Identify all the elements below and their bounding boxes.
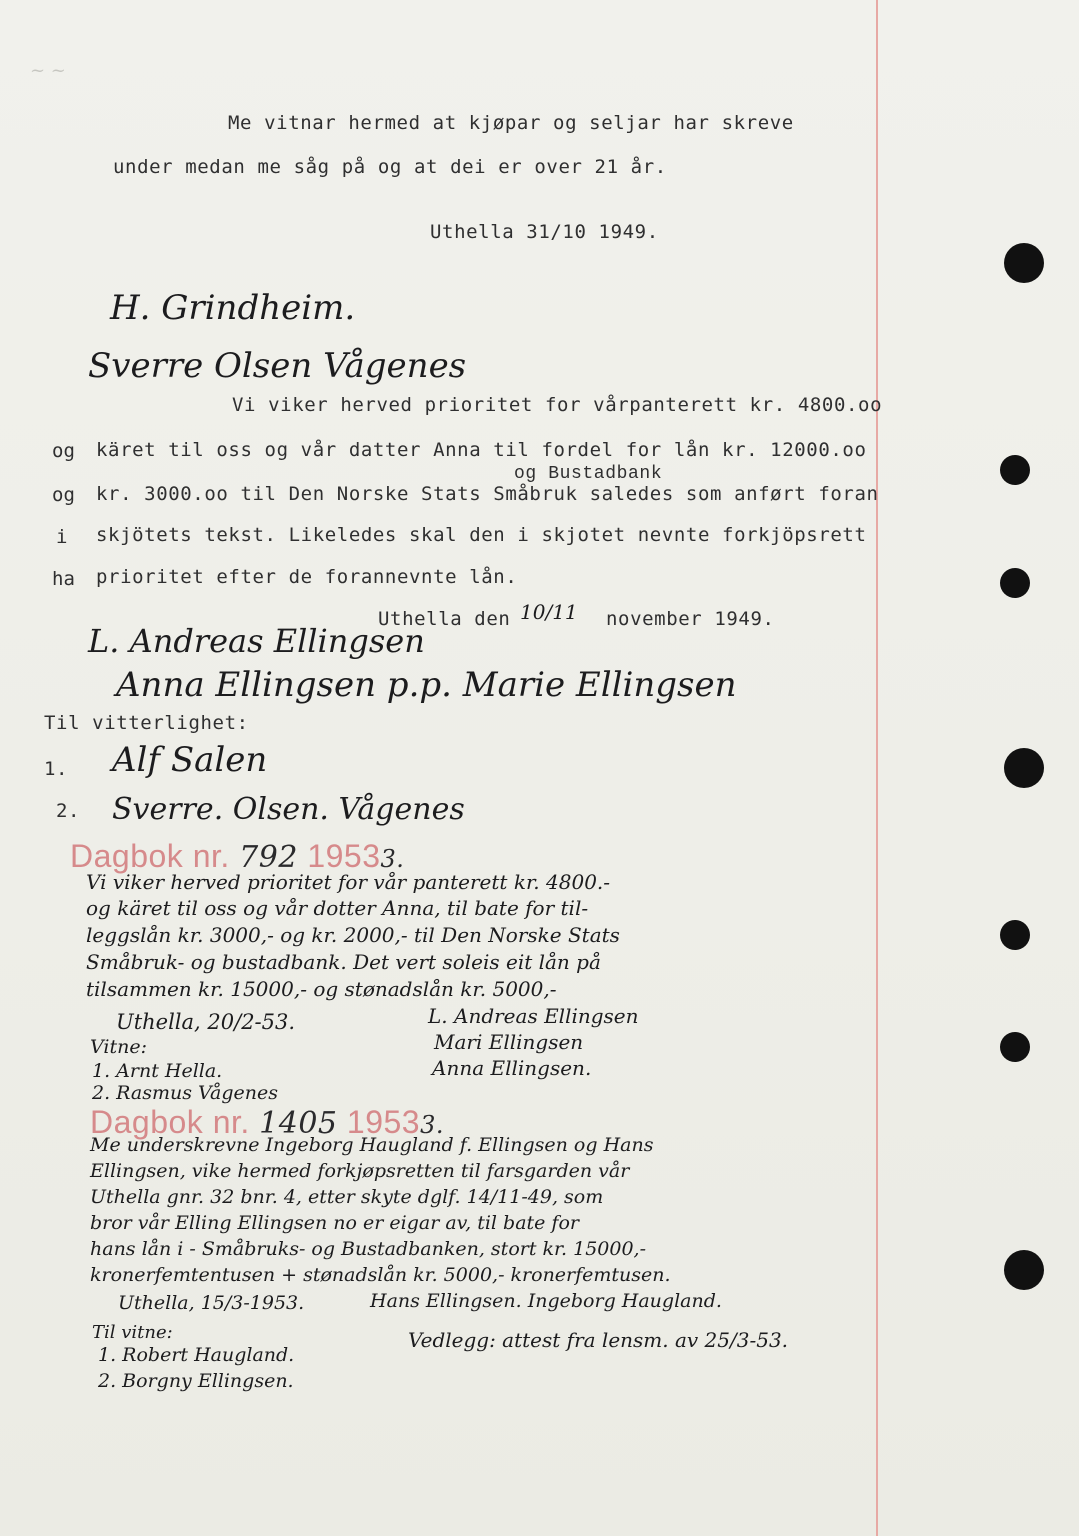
- handwritten-line: kronerfemtentusen + stønadslån kr. 5000,- kronerfemtusen.: [90, 1264, 671, 1286]
- handwritten-line: Ellingsen, vike hermed forkjøpsretten til farsgarden vår: [90, 1160, 630, 1182]
- punch-hole: [1000, 568, 1030, 598]
- typed-line: skjötets tekst. Likeledes skal den i skjotet nevnte forkjöpsrett: [96, 524, 867, 546]
- stamp-suffix: 3.: [380, 845, 405, 873]
- punch-hole: [1000, 1032, 1030, 1062]
- typed-insert: og Bustadbank: [514, 464, 663, 484]
- signature: Hans Ellingsen. Ingeborg Haugland.: [370, 1290, 722, 1312]
- signature: H. Grindheim.: [110, 288, 356, 328]
- signature: Sverre. Olsen. Vågenes: [112, 792, 465, 827]
- handwritten-line: leggslån kr. 3000,- og kr. 2000,- til Den Norske Stats: [86, 923, 620, 947]
- punch-hole: [1004, 748, 1044, 788]
- signature: L. Andreas Ellingsen: [88, 622, 425, 660]
- stamp-number: 1405: [259, 1106, 338, 1141]
- handwritten-line: Me underskrevne Ingeborg Haugland f. Ellingsen og Hans: [90, 1134, 654, 1156]
- margin-line: [876, 0, 878, 1536]
- punch-hole: [1004, 243, 1044, 283]
- stamp-number: 792: [239, 840, 298, 875]
- typed-date: Uthella 31/10 1949.: [430, 221, 659, 243]
- handwritten-heading: Til vitne:: [92, 1322, 173, 1343]
- typed-date: november 1949.: [606, 608, 775, 630]
- handwritten-heading: Vitne:: [90, 1036, 147, 1058]
- handwritten-attachment-note: Vedlegg: attest fra lensm. av 25/3-53.: [408, 1328, 789, 1352]
- signature: Mari Ellingsen: [434, 1030, 584, 1054]
- handwritten-witness: 1. Robert Haugland.: [98, 1344, 295, 1366]
- handwritten-date: 10/11: [520, 600, 578, 624]
- handwritten-witness: 2. Borgny Ellingsen.: [98, 1370, 294, 1392]
- typed-line: Vi viker herved prioritet for vårpanterett kr. 4800.oo: [232, 394, 883, 416]
- handwritten-line: og käret til oss og vår dotter Anna, til bate for til-: [86, 896, 589, 920]
- margin-word: og: [52, 440, 75, 462]
- signature: Alf Salen: [112, 740, 268, 780]
- handwritten-line: tilsammen kr. 15000,- og stønadslån kr. 5000,-: [86, 977, 557, 1001]
- margin-word: og: [52, 484, 75, 506]
- typed-number: 2.: [56, 800, 81, 822]
- punch-hole: [1004, 1250, 1044, 1290]
- faint-pencil-mark: ~ ~: [30, 60, 66, 81]
- typed-number: 1.: [44, 758, 69, 780]
- handwritten-line: Småbruk- og bustadbank. Det vert soleis eit lån på: [86, 950, 601, 974]
- margin-word: ha: [52, 568, 75, 590]
- margin-word: i: [56, 526, 68, 548]
- stamp-year: 1953: [346, 1104, 421, 1140]
- handwritten-line: Uthella gnr. 32 bnr. 4, etter skyte dglf. 14/11-49, som: [90, 1186, 604, 1208]
- signature: Anna Ellingsen.: [432, 1056, 592, 1080]
- stamp-label: Dagbok nr.: [90, 1104, 250, 1140]
- handwritten-date: Uthella, 15/3-1953.: [118, 1292, 305, 1314]
- stamp-label: Dagbok nr.: [70, 838, 230, 874]
- handwritten-witness: 2. Rasmus Vågenes: [92, 1082, 278, 1104]
- typed-line: kr. 3000.oo til Den Norske Stats Småbruk saledes som anført foran: [96, 483, 879, 505]
- handwritten-line: hans lån i - Småbruks- og Bustadbanken, stort kr. 15000,-: [90, 1238, 647, 1260]
- handwritten-line: Vi viker herved prioritet for vår panterett kr. 4800.-: [86, 870, 611, 894]
- typed-line: käret til oss og vår datter Anna til fordel for lån kr. 12000.oo: [96, 439, 867, 461]
- typed-line: under medan me såg på og at dei er over 21 år.: [113, 156, 667, 178]
- handwritten-date: Uthella, 20/2-53.: [116, 1010, 296, 1034]
- stamp-year: 1953: [307, 838, 381, 874]
- signature: Sverre Olsen Vågenes: [88, 346, 467, 386]
- punch-hole: [1000, 920, 1030, 950]
- typed-heading: Til vitterlighet:: [44, 712, 249, 734]
- handwritten-line: bror vår Elling Ellingsen no er eigar av, til bate for: [90, 1212, 579, 1234]
- typed-date: Uthella den: [378, 608, 511, 630]
- handwritten-witness: 1. Arnt Hella.: [92, 1060, 223, 1082]
- stamp-suffix: 3.: [420, 1111, 444, 1139]
- signature: L. Andreas Ellingsen: [428, 1004, 639, 1028]
- punch-hole: [1000, 455, 1030, 485]
- typed-line: Me vitnar hermed at kjøpar og seljar har skreve: [228, 112, 794, 134]
- signature: Anna Ellingsen p.p. Marie Ellingsen: [116, 665, 737, 705]
- typed-line: prioritet efter de forannevnte lån.: [96, 566, 518, 588]
